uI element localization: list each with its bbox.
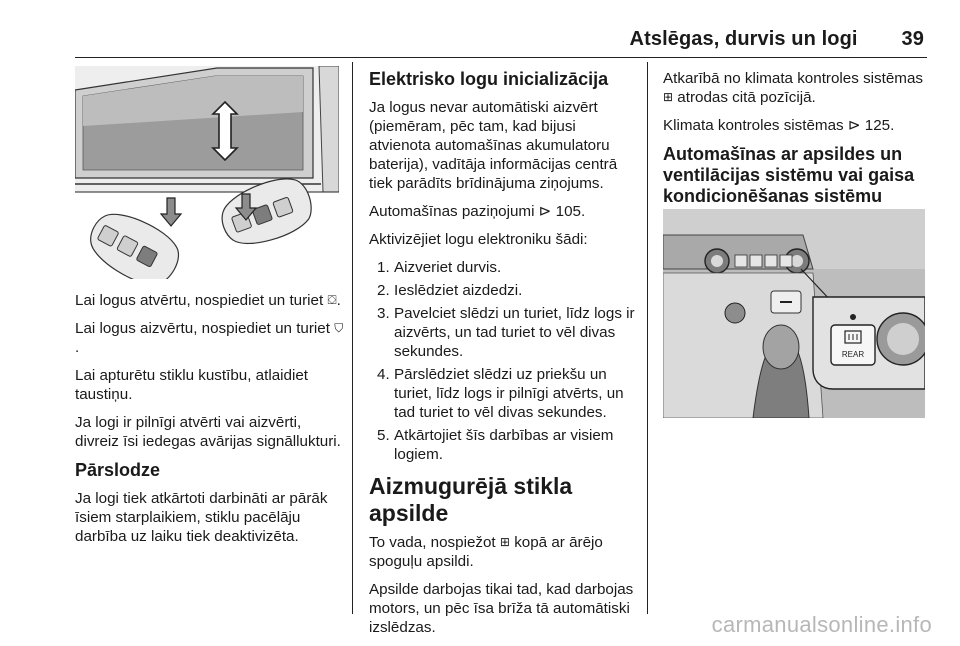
window-keyfob-illustration (75, 66, 339, 279)
rear-button-label: REAR (841, 350, 865, 359)
column-1 (75, 291, 345, 555)
col1-close-paragraph: Lai logus aizvērtu, nospiediet un turiet ⛉. (75, 320, 344, 356)
auto-climate-heading: Automašīnas ar apsildes un ventilācijas sistēmu vai gaisa kondicionēšanas sistēmu (663, 144, 915, 206)
col3-position-paragraph: Atkarībā no klimata kontroles sistēmas ⊞ atrodas citā pozīcijā. (663, 70, 923, 106)
list-item: 5. Atkārtojiet šīs darbības ar visiem logiem. (377, 427, 614, 463)
overload-heading: Pārslodze (75, 460, 161, 480)
rear-window-heating-heading: Aizmugurējā stikla apsilde (369, 473, 573, 526)
footer-watermark: carmanualsonline.info (711, 612, 932, 637)
col2-activate-paragraph: Aktivizējiet logu elektroniku šādi: (369, 231, 588, 248)
page-header (630, 28, 924, 51)
col1-overload-paragraph: Ja logi tiek atkārtoti darbināti ar pārāk īsiem starplaikiem, stiklu pacēlāju darbība uz laiku tiek deaktivizēta. (75, 490, 328, 545)
col2-init-paragraph: Ja logus nevar automātiski aizvērt (piemēram, pēc tam, kad bijusi atvienota automašīnas akumulatoru baterija), vadītāja informācijas centrā tiek parādīts brīdinājuma ziņojums. (369, 99, 618, 192)
list-item: 2. Ieslēdziet aizdedzi. (377, 282, 523, 299)
init-heading: Elektrisko logu inicializācija (369, 69, 609, 89)
col1-stop-paragraph: Lai apturētu stiklu kustību, atlaidiet taustiņu. (75, 367, 309, 403)
col2-messages-ref: Automašīnas paziņojumi ⊳ 105. (369, 203, 586, 220)
climate-console-illustration (663, 209, 925, 418)
header-title: Atslēgas, durvis un logi (629, 28, 858, 50)
col1-open-paragraph: Lai logus atvērtu, nospiediet un turiet ⛋. (75, 292, 341, 309)
window-open-icon: ⛋ (327, 293, 337, 307)
column-divider-1 (352, 62, 353, 614)
list-item: 1. Aizveriet durvis. (377, 259, 502, 276)
col1-hazard-paragraph: Ja logi ir pilnīgi atvērti vai aizvērti, divreiz īsi iedegas avārijas signāllukturi. (75, 414, 341, 450)
window-keyfob-svg (75, 66, 339, 279)
column-2 (369, 69, 637, 646)
rear-defrost-icon: ⊞ (663, 90, 674, 104)
column-divider-2 (647, 62, 648, 614)
climate-console-svg (663, 209, 925, 418)
col2-rear-control-paragraph: To vada, nospiežot ⊞ kopā ar ārējo spoguļu apsildi. (369, 534, 603, 570)
init-steps-list (369, 258, 637, 464)
list-item: 4. Pārslēdziet slēdzi uz priekšu un turiet, līdz logs ir pilnīgi atvērts, un tad turiet to vēl divas sekundes. (377, 366, 624, 421)
page-number: 39 (901, 28, 924, 50)
col2-rear-operation-paragraph: Apsilde darbojas tikai tad, kad darbojas motors, un pēc īsa brīža tā automātiski izslēdzas. (369, 581, 634, 636)
rear-defrost-icon: ⊞ (499, 535, 510, 549)
column-3 (663, 69, 931, 217)
header-rule (75, 57, 927, 58)
col3-climate-ref: Klimata kontroles sistēmas ⊳ 125. (663, 117, 895, 134)
list-item: 3. Pavelciet slēdzi un turiet, līdz logs ir aizvērts, un tad turiet to vēl divas sekundes. (377, 305, 635, 360)
window-close-icon: ⛉ (334, 321, 344, 335)
